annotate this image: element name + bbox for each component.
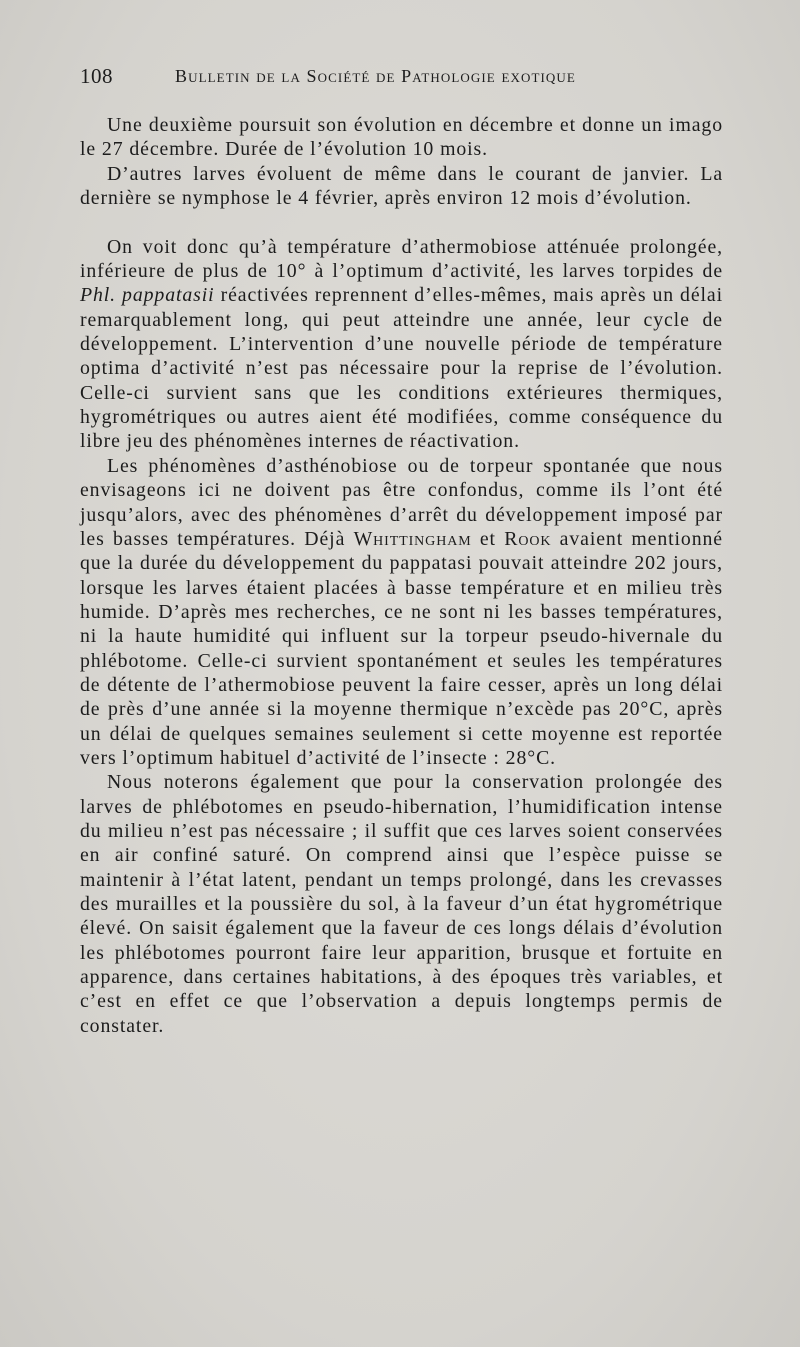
body-text	[80, 113, 723, 1038]
page-number: 108	[80, 64, 113, 88]
paragraph-3-text-b: réactivées reprennent d’elles-mêmes, mais après un délai remarquablement long, qui peut atteindre une année, leur cycle de développement. L’intervention d’une nouvelle période de température optima d’activité n’est pas nécessaire pour la reprise de l’évolution. Celle-ci survient sans que les conditions extérieures thermiques, hygrométriques ou autres aient été modifiées, comme conséquence du libre jeu des phénomènes internes de réactivation.	[80, 284, 724, 453]
author-whittingham: Whittingham	[353, 527, 472, 550]
paragraph-5: Nous noterons également que pour la conservation prolongée des larves de phlébotomes en pseudo-hibernation, l’humidification intense du milieu n’est pas nécessaire ; il suffit que ces larves soient conservées en air confiné saturé. On comprend ainsi que l’espèce puisse se maintenir à l’état latent, pendant un temps prolongé, dans les crevasses des murailles et la poussière du sol, à la faveur d’un état hygrométrique élevé. On saisit également que la faveur de ces longs délais d’évolution les phlébotomes pourront faire leur apparition, brusque et fortuite en apparence, dans certaines habitations, à des époques très variables, et c’est en effet ce que l’observation a depuis longtemps permis de constater.	[80, 771, 723, 1037]
paragraph-3-text-a: On voit donc qu’à température d’athermobiose atténuée prolongée, inférieure de plus de 10° à l’optimum d’activité, les larves torpides de	[80, 235, 723, 283]
journal-title: Bulletin de la Société de Pathologie exotique	[175, 66, 576, 86]
paragraph-4-text-c: avaient mentionné que la durée du développement du pappatasi pouvait atteindre 202 jours, lorsque les larves étaient placées à basse température et en milieu très humide. D’après mes recherches, ce ne sont ni les basses températures, ni la haute humidité qui influent sur la torpeur pseudo-hivernale du phlébotome. Celle-ci survient spontanément et seules les températures de détente de l’athermobiose peuvent la faire cesser, après un long délai de près d’une année si la moyenne thermique n’excède pas 20°C, après un délai de quelques semaines seulement si cette moyenne est reportée vers l’optimum habituel d’activité de l’insecte : 28°C.	[80, 527, 723, 769]
author-rook: Rook	[504, 527, 552, 550]
paragraph-1: Une deuxième poursuit son évolution en décembre et donne un imago le 27 décembre. Durée de l’évolution 10 mois.	[80, 114, 723, 161]
paragraph-2: D’autres larves évoluent de même dans le courant de janvier. La dernière se nymphose le 4 février, après environ 12 mois d’évolution.	[80, 162, 723, 210]
species-name: Phl. pappatasii	[80, 284, 215, 307]
paragraph-4	[80, 454, 723, 770]
paragraph-3	[80, 235, 723, 454]
paragraph-4-text-b: et	[471, 527, 505, 550]
running-head	[80, 64, 725, 94]
paragraph-4-text-a: Les phénomènes d’asthénobiose ou de torpeur spontanée que nous envisageons ici ne doivent pas être confondus, comme ils l’ont été jusqu’alors, avec des phénomènes d’arrêt du développement imposé par les basses températures. Déjà	[80, 454, 723, 550]
